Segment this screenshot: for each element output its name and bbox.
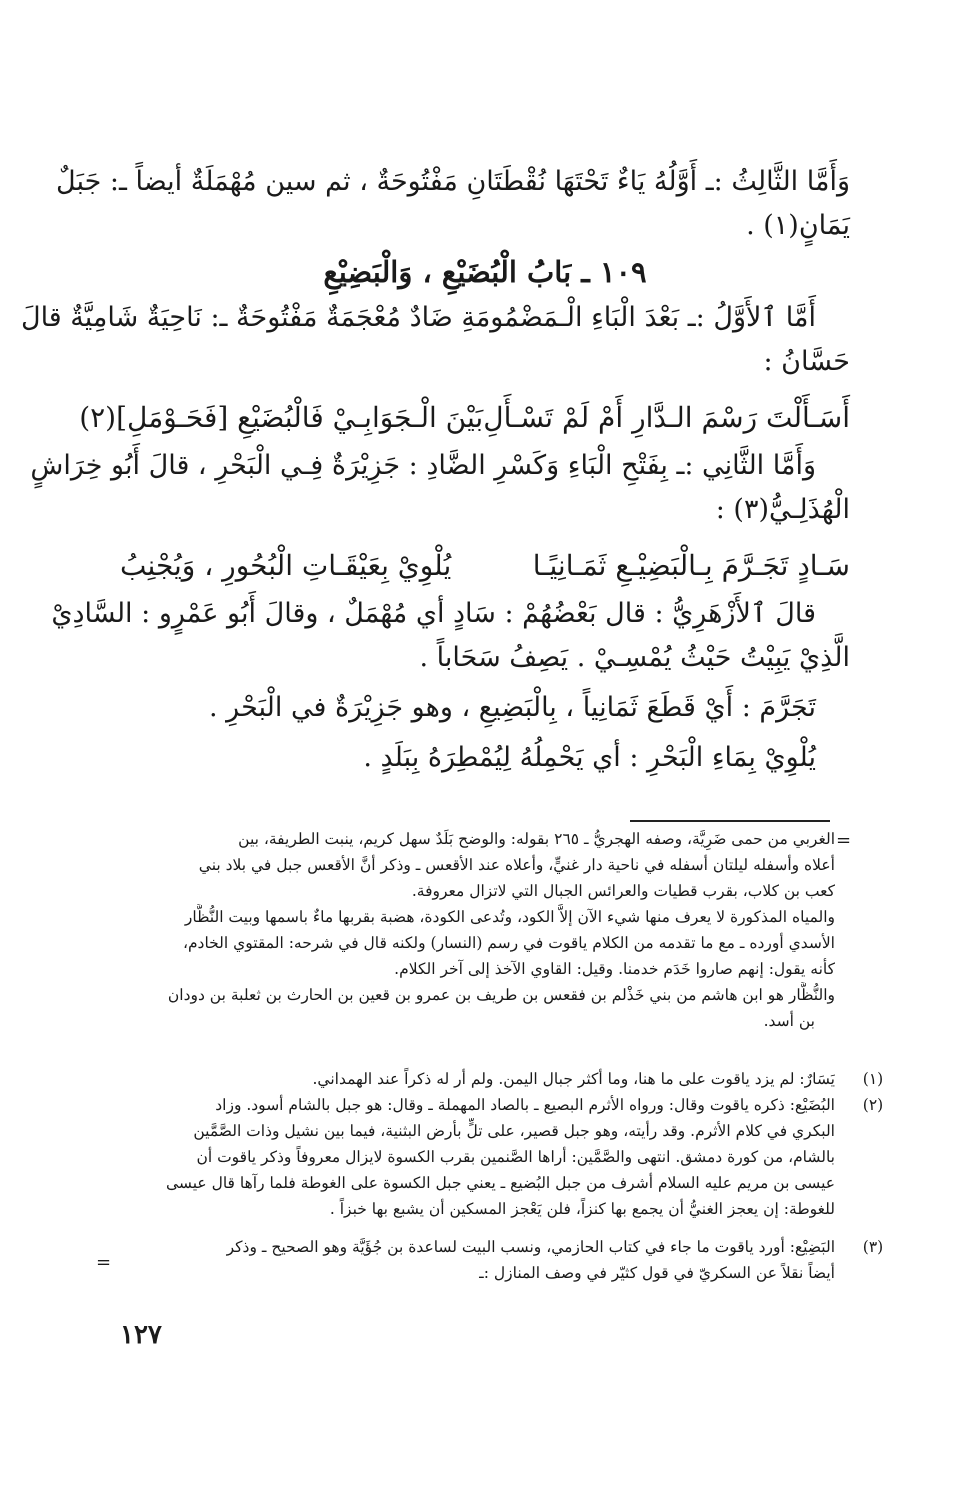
verse-second-hemistich: يُلْوِيْ بِعَيْقَـاتِ الْبُحُورِ ، وَيُجْنِبُ [120,549,452,582]
text-line: يُلْوِيْ بِمَاءِ الْبَحْرِ : أي يَحْمِلُهُ لِيُمْطِرَهُ بِبَلَدٍ . [363,742,816,773]
text-line: وَأَمَّا الثَّالِثُ :ـ أَوَّلُهُ يَاءٌ تَحْتَهَا نُقْطَتَانِ مَفْتُوحَةٌ ، ثم سين مُهْمَلَةٌ أيضاً ـ: جَبَلٌ [56,166,850,197]
footnote-number: (٢) [862,1096,884,1114]
footnote-number: (١) [862,1070,884,1088]
footnote-line: بالشام، من كورة دمشق. انتهى والصَّمَّين: أراها الصَّنمين بقرب الكسوة لايزال معروفاً وذكر ياقوت أن [196,1148,835,1166]
footnote-line: أيضاً نقلاً عن السكريّ في قول كثيّر في وصف المنازل :ـ [479,1264,835,1282]
footnote-line: الغربي من حمى ضَرِيَّة، وصفه الهجريُّ ـ ٢٦٥ بقوله: والوضح بَلَدٌ سهل كريم، ينبت الطريفة، بين [238,830,835,848]
footnote-line: يَسَارٌ: لم يزد ياقوت على ما هنا، وما أكثر جبال اليمن. ولم أر له ذكراً عند الهمداني. [312,1070,835,1088]
text-line: قالَ ٱلأَزْهَرِيُّ : قال بَعْضُهُمْ : سَادٍ أي مُهْمَلٌ ، وقالَ أَبُو عَمْرٍو : السَّادِيْ [51,598,816,629]
verse-first-hemistich: سَـادٍ تَجَـرَّمَ بِـالْبَضِيْـعِ ثَمَـانِيًـا [532,549,850,582]
footnote-line: والنُّظَّار هو ابن هاشم من بني خَذْلم بن فقعس بن طريف بن عمرو بن قعين بن الحارث بن ثعلبة بن دودان [167,986,835,1004]
section-heading: ١٠٩ ـ بَابُ الْبُضَيْعِ ، وَالْبَضِيْعِ [323,255,647,289]
footnote-line: الأسدي أورده ـ مع ما تقدمه من الكلام ياقوت في رسم (النسار) ولكنه قال في شرحه: المقتوي الخادم، [182,934,835,952]
footnote-3 [120,1234,884,1286]
footnote-line: للغوطة: إن يعجز الغنيُّ أن يجمع بها كنزاً، فلن يَعْجز المسكين أن يشبع بها خبزاً . [329,1200,835,1218]
footnote-line: البَضِيْع: أورد ياقوت ما جاء في كتاب الحازمي، ونسب البيت لساعدة بن جُؤَيَّة وهو الصحيح ـ وذكر [226,1238,835,1256]
footnote-line: والمياه المذكورة لا يعرف منها شيء الآن إلاَّ الكود، وتُدعى الكودة، هضبة بقربها ماءٌ باسمها وبيت النُّظَّار [184,908,835,926]
footnote-line: أعلاه وأسفله ليلتان أسفله في ناحية دار غنيٍّ، وأعلاه عند الأقعس ـ وذكر أنَّ الأقعس جبل في بلاد بني [198,856,835,874]
footnote-line: كأنه يقول: إنهم صاروا خَدَم خدمنا. وقيل: القاوي الآخذ إلى آخر الكلام. [394,960,835,978]
text-line: الَّذِيْ يَبِيْتُ حَيْثُ يُمْسِـيْ . يَصِفُ سَحَاباً . [419,642,850,673]
text-line: حَسَّانُ : [763,346,850,377]
footnote-number: (٣) [862,1238,884,1256]
footnote-line: بن أسد. [763,1012,815,1030]
footnote-separator [630,820,830,822]
text-line: وَأَمَّا الثَّانِي :ـ بِفَتْحِ الْبَاءِ وَكَسْرِ الضَّادِ : جَزِيْرَةٌ فِـي الْبَحْرِ ، قالَ أَبُو خِرَاشٍ [30,450,816,481]
page-number: ١٢٧ [120,1320,162,1350]
main-text [20,160,850,780]
footnote-line: كعب بن كلاب، بقرب قطيات والعرائس الجبال التي لاتزال معروفة. [411,882,835,900]
poetry-verse [79,392,850,444]
verse-first-hemistich: أَسَـأَلْتَ رَسْمَ الـدَّارِ أَمْ لَمْ تَسْـأَلِ [483,401,850,434]
text-line: يَمَانٍ(١) . [746,210,850,241]
text-line: الْهُذَلِـيُّ(٣) : [715,494,850,525]
footnote-line: البُضَيْع: ذكره ياقوت وقال: ورواه الأثرم البصيع ـ بالصاد المهملة ـ وقال: هو جبل بالشام أسود. وزاد [215,1096,835,1114]
poetry-verse [120,540,850,592]
next-page-marker: = [96,1252,112,1273]
verse-second-hemistich: بَيْنَ الْـجَوَابِـيْ فَالْبُضَيْعِ [فَحَـوْمَلِ](٢) [79,401,484,434]
footnote-line: البكري في كلام الأثرم. وقد رأيته، وهو جبل قصير، على تلٍّ بأرض البثنية، فيما بين نشيل وذات الصَّمَّين [193,1122,835,1140]
continuation-marker: = [836,830,852,851]
footnote-1 [120,1066,884,1092]
footnote-line: عيسى بن مريم عليه السلام أشرف من جبل البُضيع ـ يعني جبل الكسوة على الغوطة فلما رآها قال عيسى [165,1174,835,1192]
footnote-continuation [120,826,835,1034]
text-line: تَجَرَّمَ : أَيْ قَطَعَ ثَمَانِياً ، بِالْبَضِيعِ ، وهو جَزِيْرَةٌ في الْبَحْرِ . [209,692,816,723]
footnote-2 [120,1092,884,1222]
text-line: أَمَّا ٱلأَوَّلُ :ـ بَعْدَ الْبَاءِ الْـمَضْمُومَةِ ضَادٌ مُعْجَمَةٌ مَفْتُوحَةٌ ـ: نَاحِيَةٌ شَامِيَّةٌ قالَ [20,302,816,333]
